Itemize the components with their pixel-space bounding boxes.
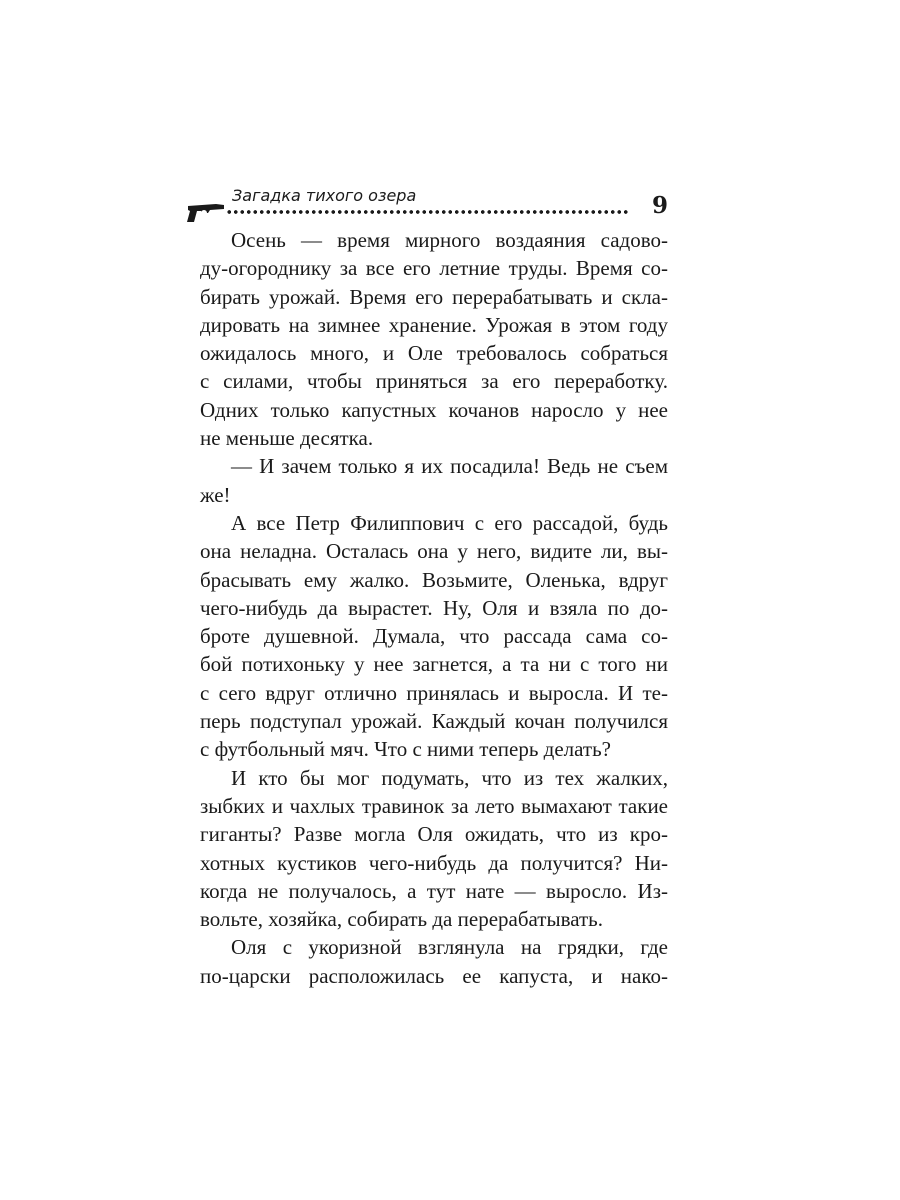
text-line: когда не получалось, а тут нате — выросло. Из- [200, 878, 668, 903]
text-line: А все Петр Филиппович с его рассадой, будь [231, 510, 668, 535]
body-text [200, 226, 668, 990]
text-line: бирать урожай. Время его перерабатывать и скла- [200, 284, 668, 309]
text-line: И кто бы мог подумать, что из тех жалких, [231, 765, 668, 790]
paragraph [200, 764, 668, 934]
text-line: хотных кустиков чего-нибудь да получится? Ни- [200, 850, 668, 875]
text-line: дировать на зимнее хранение. Урожая в этом году [200, 312, 668, 337]
text-line: Одних только капустных кочанов наросло у нее [200, 397, 668, 422]
text-line: гиганты? Разве могла Оля ожидать, что из кро- [200, 822, 668, 847]
text-line: зыбких и чахлых травинок за лето вымахают такие [200, 793, 668, 818]
text-line: чего-нибудь да вырастет. Ну, Оля и взяла по до- [200, 595, 668, 620]
text-line: перь подступал урожай. Каждый кочан получился [200, 709, 668, 734]
text-line: Осень — время мирного воздаяния садово- [231, 228, 668, 252]
text-line: с футбольный мяч. Что с ними теперь делать? [200, 737, 611, 762]
text-line: — И зачем только я их посадила! Ведь не съем [231, 454, 668, 479]
text-line: ду-огороднику за все его летние труды. Время со- [200, 256, 668, 281]
paragraph [200, 226, 668, 452]
paragraph [200, 452, 668, 509]
text-line: с силами, чтобы приняться за его переработку. [200, 369, 668, 394]
revolver-icon [186, 202, 226, 224]
text-line: ожидалось много, и Оле требовалось собраться [200, 341, 668, 366]
page-number: 9 [651, 192, 668, 219]
paragraph [200, 933, 668, 990]
text-line: же! [200, 482, 231, 507]
text-line: не меньше десятка. [200, 426, 374, 451]
text-line: бой потихоньку у нее загнется, а та ни с того ни [200, 652, 668, 677]
text-line: по-царски расположилась ее капуста, и нако- [200, 963, 668, 988]
text-line: вольте, хозяйка, собирать да перерабатывать. [200, 907, 603, 932]
dot-leader [226, 209, 628, 215]
text-line: Оля с укоризной взглянула на грядки, где [231, 935, 668, 960]
text-line: брасывать ему жалко. Возьмите, Оленька, вдруг [200, 567, 668, 592]
paragraph [200, 509, 668, 764]
text-line: броте душевной. Думала, что рассада сама со- [200, 624, 668, 649]
page-header [186, 186, 672, 226]
text-line: она неладна. Осталась она у него, видите ли, вы- [200, 539, 668, 564]
running-title: Загадка тихого озера [232, 186, 417, 205]
text-line: с сего вдруг отлично принялась и выросла. И те- [200, 680, 668, 705]
